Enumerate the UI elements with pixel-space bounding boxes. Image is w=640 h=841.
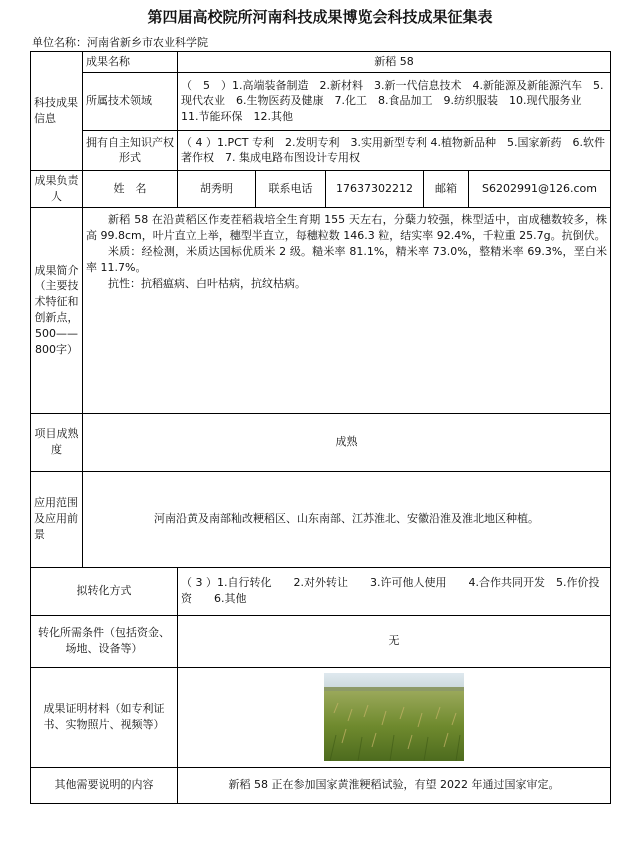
achievement-name-value: 新稻 58 (178, 52, 611, 73)
contact-section-label: 成果负责人 (31, 170, 83, 207)
other-notes-label: 其他需要说明的内容 (31, 767, 178, 803)
summary-label: 成果简介（主要技术特征和创新点，500——800字） (31, 207, 83, 413)
ip-form-label: 拥有自主知识产权形式 (83, 130, 178, 170)
maturity-label: 项目成熟度 (31, 413, 83, 471)
ip-form-value: （ 4 ）1.PCT 专利 2.发明专利 3.实用新型专利 4.植物新品种 5.国家新药 6.软件著作权 7. 集成电路布图设计专用权 (178, 130, 611, 170)
conditions-value: 无 (178, 615, 611, 667)
application-value: 河南沿黄及南部籼改粳稻区、山东南部、江苏淮北、安徽沿淮及淮北地区种植。 (83, 471, 611, 567)
unit-value: 河南省新乡市农业科学院 (87, 36, 208, 49)
transfer-value: （ 3 ）1.自行转化 2.对外转让 3.许可他人使用 4.合作共同开发 5.作价投资 6.其他 (178, 567, 611, 615)
unit-line (32, 34, 208, 50)
contact-email-label: 邮箱 (424, 170, 469, 207)
summary-paragraph: 米质：经检测，米质达国标优质米 2 级。糙米率 81.1%，精米率 73.0%，整精米率 69.3%，垩白米率 11.7%。 (86, 244, 608, 274)
proof-photo-cell (178, 667, 611, 767)
tech-field-label: 所属技术领域 (83, 72, 178, 130)
contact-name-value: 胡秀明 (178, 170, 256, 207)
contact-name-label: 姓 名 (83, 170, 178, 207)
conditions-label: 转化所需条件（包括资金、场地、设备等） (31, 615, 178, 667)
unit-label: 单位名称： (32, 36, 87, 49)
contact-phone-label: 联系电话 (256, 170, 326, 207)
proof-label: 成果证明材料（如专利证书、实物照片、视频等） (31, 667, 178, 767)
page-title: 第四届高校院所河南科技成果博览会科技成果征集表 (147, 8, 493, 26)
tech-field-value: （ 5 ）1.高端装备制造 2.新材料 3.新一代信息技术 4.新能源及新能源汽车 5.现代农业 6.生物医药及健康 7.化工 8.食品加工 9.纺织服装 10.现代服务业 11.节能环保 12.其他 (178, 72, 611, 130)
summary-content (83, 207, 611, 413)
summary-paragraph: 抗性：抗稻瘟病、白叶枯病，抗纹枯病。 (108, 276, 306, 290)
transfer-label: 拟转化方式 (31, 567, 178, 615)
contact-phone-value: 17637302212 (326, 170, 424, 207)
collection-form-table (30, 51, 611, 804)
contact-email-value: S6202991@126.com (469, 170, 611, 207)
other-notes-value: 新稻 58 正在参加国家黄淮粳稻试验，有望 2022 年通过国家审定。 (178, 767, 611, 803)
rice-field-photo-icon (324, 673, 464, 761)
tech-info-section-label: 科技成果信息 (31, 52, 83, 171)
application-label: 应用范围及应用前景 (31, 471, 83, 567)
maturity-value: 成熟 (83, 413, 611, 471)
achievement-name-label: 成果名称 (83, 52, 178, 73)
summary-paragraph: 新稻 58 在沿黄稻区作麦茬稻栽培全生育期 155 天左右，分蘖力较强，株型适中，亩成穗数较多，株高 99.8cm，叶片直立上举，穗型半直立，每穗粒数 146.3 粒，结实率 92.4%，千粒重 25.7g。抗倒伏。 (86, 212, 608, 242)
